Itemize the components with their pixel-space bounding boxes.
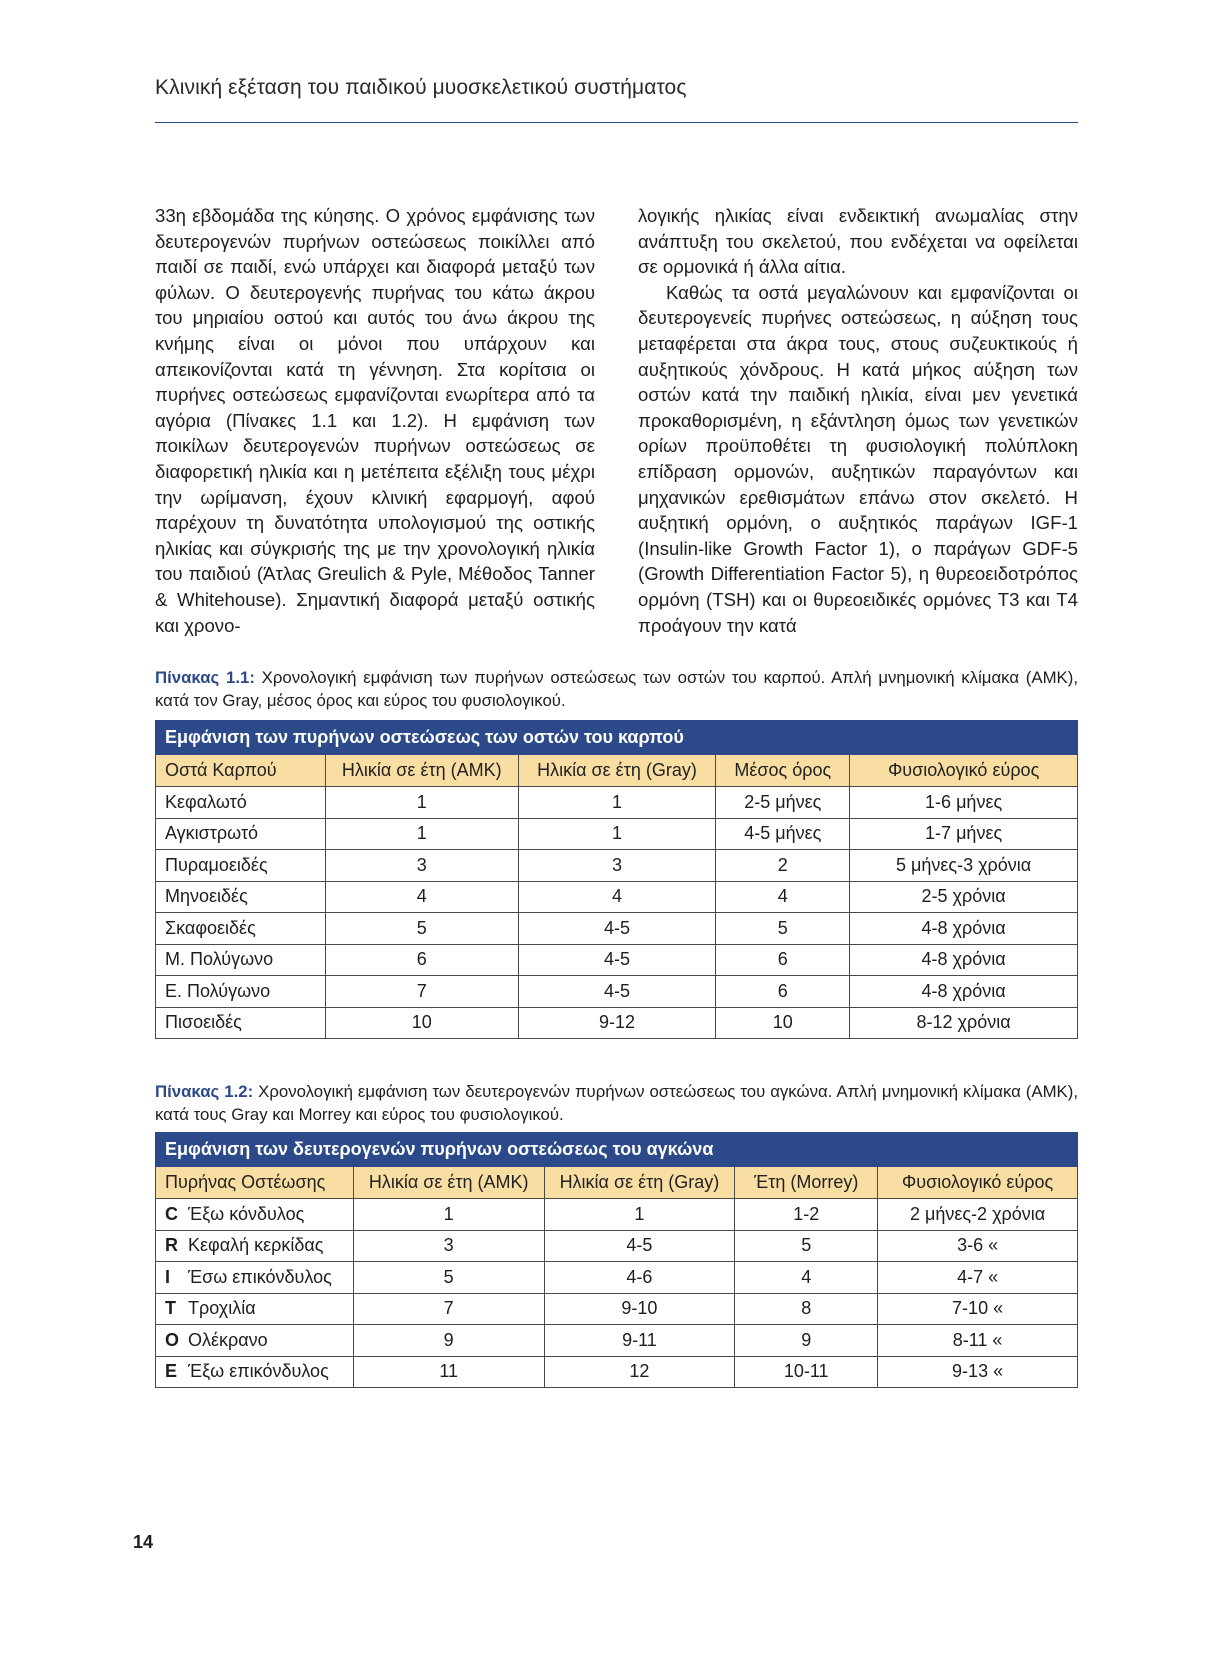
body-column-right	[638, 203, 1078, 638]
table-row	[156, 818, 1078, 850]
nucleus-name: Τροχιλία	[188, 1298, 256, 1319]
column-header: Ηλικία σε έτη (ΑΜΚ)	[325, 755, 518, 787]
table-cell: 7	[353, 1293, 544, 1325]
table-cell: 3	[518, 850, 716, 882]
table-cell: 5	[353, 1262, 544, 1294]
table-cell	[156, 1325, 354, 1357]
column-header: Οστά Καρπού	[156, 755, 326, 787]
table-cell: 8	[735, 1293, 878, 1325]
nucleus-name: Ολέκρανο	[188, 1329, 268, 1350]
table-row	[156, 787, 1078, 819]
header-rule	[155, 122, 1078, 123]
table-cell: 6	[325, 944, 518, 976]
table-cell: Κεφαλωτό	[156, 787, 326, 819]
page-number: 14	[133, 1532, 154, 1552]
table-cell: 3	[325, 850, 518, 882]
table-cell: 2 μήνες-2 χρόνια	[878, 1199, 1078, 1231]
column-header: Μέσος όρος	[716, 755, 850, 787]
body-paragraph: 33η εβδομάδα της κύησης. Ο χρόνος εμφάνισης των δευτερογενών πυρήνων οστεώσεως ποικίλλει από παιδί σε παιδί, ενώ υπάρχει και διαφορά μεταξύ των φύλων. Ο δευτερογενής πυρήνας του κάτω άκρου του μηριαίου οστού και αυτός του άνω άκρου της κνήμης είναι οι μόνοι που υπάρχουν και απεικονίζονται κατά τη γέννηση. Στα κορίτσια οι πυρήνες οστεώσεως εμφανίζονται ενωρίτερα από τα αγόρια (Πίνακες 1.1 και 1.2). Η εμφάνιση των ποικίλων δευτερογενών πυρήνων οστεώσεως σε διαφορετική ηλικία και η μετέπειτα εξέλιξη τους μέχρι την ωρίμανση, έχουν κλινική εφαρμογή, αφού παρέχουν τη δυνατότητα υπολογισμού της οστικής ηλικίας και σύγκρισής της με την χρονολογική ηλικία του παιδιού (Άτλας Greulich & Pyle, Μέθοδος Tanner & Whitehouse). Σημαντική διαφορά μεταξύ οστικής και χρονο-	[155, 205, 595, 636]
table-cell: Πυραμοειδές	[156, 850, 326, 882]
table-2-elbow-ossification	[155, 1132, 1078, 1388]
table-cell: 6	[716, 976, 850, 1008]
table-cell: 6	[716, 944, 850, 976]
table-cell: 9-13 «	[878, 1356, 1078, 1388]
table-row	[156, 850, 1078, 882]
running-head: Κλινική εξέταση του παιδικού μυοσκελετικού συστήματος	[155, 76, 687, 99]
nucleus-name: Έσω επικόνδυλος	[188, 1266, 332, 1287]
table-cell: 5	[716, 913, 850, 945]
table-cell: 4-6	[544, 1262, 735, 1294]
table-cell: 4	[735, 1262, 878, 1294]
table-cell: 4	[716, 881, 850, 913]
table-cell: 4-5 μήνες	[716, 818, 850, 850]
table-cell: 1	[518, 818, 716, 850]
table-1-title: Εμφάνιση των πυρήνων οστεώσεως των οστών του καρπού	[156, 721, 1078, 755]
table-row	[156, 881, 1078, 913]
table-cell: Σκαφοειδές	[156, 913, 326, 945]
table-cell	[156, 1262, 354, 1294]
table-cell: 1	[544, 1199, 735, 1231]
table-cell: 1	[518, 787, 716, 819]
table-cell: 7	[325, 976, 518, 1008]
table-cell: 7-10 «	[878, 1293, 1078, 1325]
column-header: Ηλικία σε έτη (Gray)	[544, 1167, 735, 1199]
table-cell: 4-8 χρόνια	[850, 976, 1078, 1008]
table-cell: 1-2	[735, 1199, 878, 1231]
table-cell	[156, 1356, 354, 1388]
table-row	[156, 1007, 1078, 1039]
table-2-body	[156, 1199, 1078, 1388]
table-cell: 5	[325, 913, 518, 945]
table-cell: 4-8 χρόνια	[850, 944, 1078, 976]
table-cell: 12	[544, 1356, 735, 1388]
table-2-title: Εμφάνιση των δευτερογενών πυρήνων οστεώσεως του αγκώνα	[156, 1133, 1078, 1167]
table-cell: Πισοειδές	[156, 1007, 326, 1039]
table-cell: 9-12	[518, 1007, 716, 1039]
table-cell	[156, 1199, 354, 1231]
body-paragraph: λογικής ηλικίας είναι ενδεικτική ανωμαλίας στην ανάπτυξη του σκελετού, που ενδέχεται να οφείλεται σε ορμονικά ή άλλα αίτια.	[638, 205, 1078, 278]
table-cell: 11	[353, 1356, 544, 1388]
table-cell: 1	[325, 818, 518, 850]
table-cell: 4-7 «	[878, 1262, 1078, 1294]
column-header: Έτη (Morrey)	[735, 1167, 878, 1199]
column-header: Πυρήνας Οστέωσης	[156, 1167, 354, 1199]
table-cell: 4-8 χρόνια	[850, 913, 1078, 945]
table-cell: 1	[325, 787, 518, 819]
table-cell: 9-11	[544, 1325, 735, 1357]
table-cell: Ε. Πολύγωνο	[156, 976, 326, 1008]
table-cell: 4-5	[518, 944, 716, 976]
column-header: Φυσιολογικό εύρος	[850, 755, 1078, 787]
table-cell: 9	[735, 1325, 878, 1357]
column-header: Ηλικία σε έτη (Gray)	[518, 755, 716, 787]
table-cell: 3-6 «	[878, 1230, 1078, 1262]
nucleus-name: Κεφαλή κερκίδας	[188, 1235, 324, 1256]
mnemonic-letter: E	[165, 1361, 178, 1382]
table-cell: 10-11	[735, 1356, 878, 1388]
table-cell: 3	[353, 1230, 544, 1262]
table-row	[156, 913, 1078, 945]
table-2-caption-text: Χρονολογική εμφάνιση των δευτερογενών πυρήνων οστεώσεως του αγκώνα. Απλή μνημονική κλίμακα (ΑΜΚ), κατά τους Gray και Morrey και εύρος του φυσιολογικού.	[155, 1082, 1079, 1124]
column-header: Ηλικία σε έτη (ΑΜΚ)	[353, 1167, 544, 1199]
table-cell: 10	[325, 1007, 518, 1039]
table-cell: Μ. Πολύγωνο	[156, 944, 326, 976]
table-cell: 8-12 χρόνια	[850, 1007, 1078, 1039]
mnemonic-letter: R	[165, 1235, 178, 1256]
table-cell: 2-5 μήνες	[716, 787, 850, 819]
mnemonic-letter: C	[165, 1203, 178, 1224]
table-cell: 5	[735, 1230, 878, 1262]
nucleus-name: Έξω επικόνδυλος	[188, 1361, 329, 1382]
table-row	[156, 1293, 1078, 1325]
table-cell: 4	[325, 881, 518, 913]
table-cell: 10	[716, 1007, 850, 1039]
table-row	[156, 1230, 1078, 1262]
table-row	[156, 1199, 1078, 1231]
table-cell: 9	[353, 1325, 544, 1357]
table-1-caption-text: Χρονολογική εμφάνιση των πυρήνων οστεώσεως των οστών του καρπού. Απλή μνημονική κλίμακα (ΑΜΚ), κατά τον Gray, μέσος όρος και εύρος του φυσιολογικού.	[155, 668, 1078, 710]
table-cell: 2	[716, 850, 850, 882]
mnemonic-letter: O	[165, 1329, 180, 1350]
table-row	[156, 1262, 1078, 1294]
table-row	[156, 1325, 1078, 1357]
table-cell: Μηνοειδές	[156, 881, 326, 913]
table-cell	[156, 1230, 354, 1262]
mnemonic-letter: T	[165, 1298, 176, 1319]
table-cell: 9-10	[544, 1293, 735, 1325]
table-1-caption-label: Πίνακας 1.1:	[155, 668, 255, 687]
column-header: Φυσιολογικό εύρος	[878, 1167, 1078, 1199]
table-cell: 1-7 μήνες	[850, 818, 1078, 850]
table-1-caption	[155, 667, 1078, 712]
table-2-caption-label: Πίνακας 1.2:	[155, 1082, 254, 1101]
table-1-body	[156, 787, 1078, 1039]
table-row	[156, 944, 1078, 976]
table-cell: 2-5 χρόνια	[850, 881, 1078, 913]
table-1-carpal-bones	[155, 720, 1078, 1039]
table-2-caption	[155, 1081, 1078, 1126]
table-row	[156, 976, 1078, 1008]
table-cell: Αγκιστρωτό	[156, 818, 326, 850]
mnemonic-letter: I	[165, 1266, 171, 1287]
table-cell: 4-5	[544, 1230, 735, 1262]
table-cell: 8-11 «	[878, 1325, 1078, 1357]
table-row	[156, 1356, 1078, 1388]
body-column-left	[155, 203, 595, 638]
nucleus-name: Έξω κόνδυλος	[188, 1203, 305, 1224]
table-cell: 4-5	[518, 913, 716, 945]
table-cell: 5 μήνες-3 χρόνια	[850, 850, 1078, 882]
table-cell: 4	[518, 881, 716, 913]
table-cell: 1-6 μήνες	[850, 787, 1078, 819]
body-paragraph: Καθώς τα οστά μεγαλώνουν και εμφανίζονται οι δευτερογενείς πυρήνες οστεώσεως, η αύξηση τους μεταφέρεται στα άκρα τους, στους συζευκτικούς ή αυξητικούς χόνδρους. Η κατά μήκος αύξηση των οστών κατά την παιδική ηλικία, είναι μεν γενετικά προκαθορισμένη, η εξάντληση όμως των γενετικών ορίων προϋποθέτει τη φυσιολογική πολύπλοκη επίδραση ορμονών, αυξητικών παραγόντων και μηχανικών ερεθισμάτων επάνω στον σκελετό. Η αυξητική ορμόνη, ο αυξητικός παράγων IGF-1 (Insulin-like Growth Factor 1), ο παράγων GDF-5 (Growth Differentiation Factor 5), η θυρεοειδοτρόπος ορμόνη (TSH) και οι θυρεοειδικές ορμόνες T3 και T4 προάγουν την κατά	[638, 281, 1078, 636]
table-cell: 4-5	[518, 976, 716, 1008]
table-cell: 1	[353, 1199, 544, 1231]
table-cell	[156, 1293, 354, 1325]
